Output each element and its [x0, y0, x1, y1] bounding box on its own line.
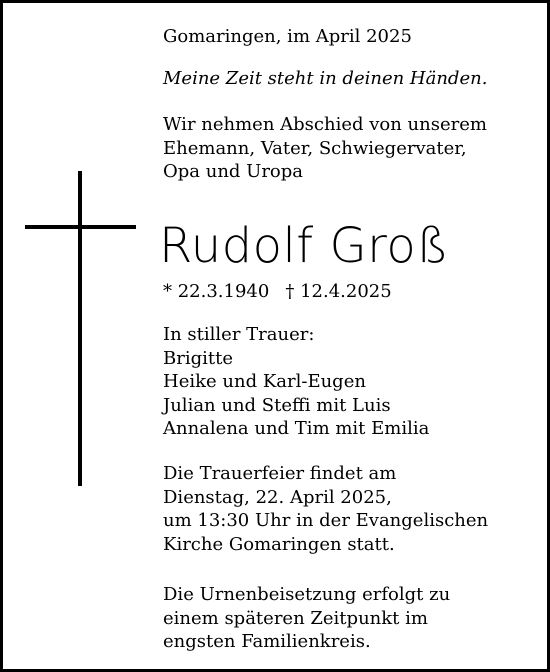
- burial-info: [163, 583, 450, 654]
- cross-icon: [78, 171, 82, 486]
- mourner-line: Julian und Steffi mit Luis: [163, 394, 391, 416]
- mourners-heading: In stiller Trauer:: [163, 324, 315, 345]
- service-line: Die Trauerfeier findet am: [163, 463, 397, 484]
- cross-icon-crossbar: [25, 225, 136, 229]
- deceased-name: Rudolf Groß: [159, 218, 450, 274]
- farewell-line: Ehemann, Vater, Schwiegervater,: [163, 137, 467, 159]
- life-dates: [163, 280, 392, 304]
- mourner-line: Heike und Karl-Eugen: [163, 371, 366, 392]
- birth-date: * 22.3.1940: [163, 281, 270, 302]
- burial-line: einem späteren Zeitpunkt im: [163, 607, 428, 629]
- burial-line: engsten Familienkreis.: [163, 631, 371, 652]
- mourner-line: Annalena und Tim mit Emilia: [163, 418, 430, 439]
- burial-line: Die Urnenbeisetzung erfolgt zu: [163, 584, 451, 605]
- mourner-line: Brigitte: [163, 347, 233, 369]
- service-line: um 13:30 Uhr in der Evangelischen: [163, 510, 489, 531]
- place-date: Gomaringen, im April 2025: [163, 26, 412, 47]
- service-line: Dienstag, 22. April 2025,: [163, 486, 392, 508]
- service-info: [163, 462, 488, 556]
- service-line: Kirche Gomaringen statt.: [163, 533, 395, 555]
- farewell-line: Opa und Uropa: [163, 161, 304, 182]
- death-date: † 12.4.2025: [285, 281, 392, 302]
- farewell-line: Wir nehmen Abschied von unserem: [163, 114, 487, 135]
- farewell-text: [163, 113, 487, 184]
- motto: Meine Zeit steht in deinen Händen.: [163, 68, 488, 89]
- mourners: [163, 323, 429, 441]
